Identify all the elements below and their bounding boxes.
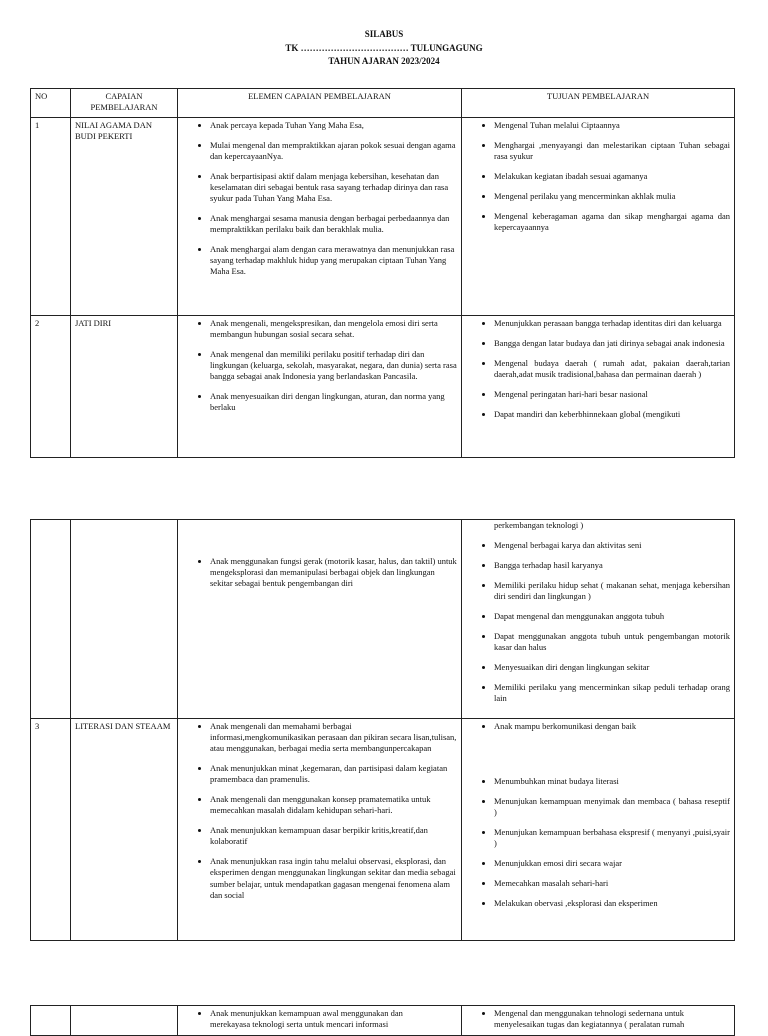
capaian-cell: LITERASI DAN STEAAM bbox=[71, 719, 178, 941]
table-row bbox=[31, 1006, 735, 1036]
row-number: 3 bbox=[31, 719, 71, 941]
list-item: • Dapat mengenal dan menggunakan anggota tubuh bbox=[494, 611, 730, 622]
list-item: • Mengenal peringatan hari-hari besar nasional bbox=[494, 389, 730, 400]
list-item: • Anak mampu berkomunikasi dengan baik bbox=[494, 721, 730, 732]
list-item: • Bangga terhadap hasil karyanya bbox=[494, 560, 730, 571]
list-item: • Melakukan kegiatan ibadah sesuai agamanya bbox=[494, 171, 730, 182]
list-item: • Mengenal berbagai karya dan aktivitas seni bbox=[494, 540, 730, 551]
col-header-elemen: ELEMEN CAPAIAN PEMBELAJARAN bbox=[178, 89, 462, 118]
list-item: • Memiliki perilaku yang mencerminkan sikap peduli terhadap orang lain bbox=[494, 682, 730, 704]
elemen-cell bbox=[178, 316, 462, 458]
tujuan-cell bbox=[462, 118, 735, 316]
list-item: • Anak mengenali dan menggunakan konsep pramatematika untuk memecahkan masalah didalam kehidupan sehari-hari. bbox=[210, 794, 457, 816]
col-header-tujuan: TUJUAN PEMBELAJARAN bbox=[462, 89, 735, 118]
list-item: • Bangga dengan latar budaya dan jati dirinya sebagai anak indonesia bbox=[494, 338, 730, 349]
table-row bbox=[31, 520, 735, 719]
row-number: 2 bbox=[31, 316, 71, 458]
list-item: • Anak mengenali dan memahami berbagai informasi,mengkomunikasikan perasaan dan pikiran secara lisan,tulisan, atau menggunakan, berbagai media serta membangunpercakapan bbox=[210, 721, 457, 754]
document-title: SILABUS bbox=[364, 29, 404, 39]
list-item: • Mulai mengenal dan mempraktikkan ajaran pokok sesuai dengan agama dan kepercayaanNya. bbox=[210, 140, 457, 162]
list-item: • Anak mengenali, mengekspresikan, dan mengelola emosi diri serta membangun hubungan sosial secara sehat. bbox=[210, 318, 457, 340]
row-number: 1 bbox=[31, 118, 71, 316]
list-item: • Anak percaya kepada Tuhan Yang Maha Esa, bbox=[210, 120, 457, 131]
list-item: • Mengenal keberagaman agama dan sikap menghargai agama dan kepercayaannya bbox=[494, 211, 730, 233]
table-row bbox=[31, 118, 735, 316]
list-item: • Anak menunjukkan kemampuan dasar berpikir kritis,kreatif,dan kolaboratif bbox=[210, 825, 457, 847]
capaian-cell: JATI DIRI bbox=[71, 316, 178, 458]
syllabus-table-page3 bbox=[30, 1005, 735, 1036]
academic-year: TAHUN AJARAN 2023/2024 bbox=[328, 56, 440, 66]
school-name: TK ……………………………… TULUNGAGUNG bbox=[285, 43, 483, 53]
list-item: • Dapat mandiri dan keberbhinnekaan global (mengikuti bbox=[494, 409, 730, 420]
elemen-cell bbox=[178, 520, 462, 719]
list-item: • Mengenal perilaku yang mencerminkan akhlak mulia bbox=[494, 191, 730, 202]
syllabus-table-page1 bbox=[30, 88, 735, 458]
list-item: • Anak menyesuaikan diri dengan lingkungan, aturan, dan norma yang berlaku bbox=[210, 391, 457, 413]
list-item: • Anak mengenal dan memiliki perilaku positif terhadap diri dan lingkungan (keluarga, sekolah, masyarakat, negara, dan dunia) serta rasa bangga sebagai anak Indonesia yang berlandaskan Pancasila. bbox=[210, 349, 457, 382]
list-item: • Anak menghargai alam dengan cara merawatnya dan menunjukkan rasa sayang terhadap makhluk hidup yang merupakan ciptaan Tuhan Yang Maha Esa. bbox=[210, 244, 457, 277]
list-item: • Mengenal Tuhan melalui Ciptaannya bbox=[494, 120, 730, 131]
list-item: • Menghargai ,menyayangi dan melestarikan ciptaan Tuhan sebagai rasa syukur bbox=[494, 140, 730, 162]
syllabus-table-page2 bbox=[30, 519, 735, 941]
list-item: • Anak menggunakan fungsi gerak (motorik kasar, halus, dan taktil) untuk mengeksplorasi dan memanipulasi berbagai objek dan lingkungan sekitar sebagai bentuk pengembangan diri bbox=[210, 556, 457, 589]
tujuan-cell bbox=[462, 316, 735, 458]
list-item: • Menunjukkan perasaan bangga terhadap identitas diri dan keluarga bbox=[494, 318, 730, 329]
list-item: • Anak menunjukkan kemampuan awal menggunakan dan merekayasa teknologi serta untuk mencari informasi bbox=[210, 1008, 457, 1030]
list-item: • Dapat menggunakan anggota tubuh untuk pengembangan motorik kasar dan halus bbox=[494, 631, 730, 653]
tujuan-cell bbox=[462, 1006, 735, 1036]
tujuan-cell bbox=[462, 520, 735, 719]
elemen-cell bbox=[178, 1006, 462, 1036]
capaian-cell: NILAI AGAMA DAN BUDI PEKERTI bbox=[71, 118, 178, 316]
list-item: • Anak berpartisipasi aktif dalam menjaga kebersihan, kesehatan dan keselamatan diri sebagai bentuk rasa sayang terhadap dirinya dan rasa syukur pada Tuhan Yang Maha Esa. bbox=[210, 171, 457, 204]
list-item: • Anak menunjukkan rasa ingin tahu melalui observasi, eksplorasi, dan eksperimen dengan menggunakan lingkungan sekitar dan media sebagai sumber belajar, untuk mendapatkan gagasan mengenai fenomena alam dan social bbox=[210, 856, 457, 900]
list-item: • Menunjukan kemampuan menyimak dan membaca ( bahasa reseptif ) bbox=[494, 796, 730, 818]
continued-text: perkembangan teknologi ) bbox=[494, 520, 584, 530]
col-header-capaian: CAPAIAN PEMBELAJARAN bbox=[71, 89, 178, 118]
table-row bbox=[31, 719, 735, 941]
list-item: • Menumbuhkan minat budaya literasi bbox=[494, 776, 730, 787]
list-item: • Memecahkan masalah sehari-hari bbox=[494, 878, 730, 889]
col-header-no: NO bbox=[31, 89, 71, 118]
list-item: • Menunjukkan emosi diri secara wajar bbox=[494, 858, 730, 869]
elemen-cell bbox=[178, 719, 462, 941]
tujuan-cell bbox=[462, 719, 735, 941]
elemen-cell bbox=[178, 118, 462, 316]
list-item: • Menunjukan kemampuan berbahasa ekspresif ( menyanyi ,puisi,syair ) bbox=[494, 827, 730, 849]
list-item: • Anak menunjukkan minat ,kegemaran, dan partisipasi dalam kegiatan pramembaca dan pramenulis. bbox=[210, 763, 457, 785]
list-item: • Menyesuaikan diri dengan lingkungan sekitar bbox=[494, 662, 730, 673]
list-item: • Mengenal dan menggunakan tehnologi sedernana untuk menyelesaikan tugas dan kegiatannya ( peralatan rumah bbox=[494, 1008, 730, 1030]
list-item: • Mengenal budaya daerah ( rumah adat, pakaian daerah,tarian daerah,adat musik tradisional,bahasa dan permainan daerah ) bbox=[494, 358, 730, 380]
table-row bbox=[31, 316, 735, 458]
list-item: • Melakukan obervasi ,eksplorasi dan eksperimen bbox=[494, 898, 730, 909]
list-item: • Anak menghargai sesama manusia dengan berbagai perbedaannya dan mempraktikkan perilaku baik dan berakhlak mulia. bbox=[210, 213, 457, 235]
list-item: • Memiliki perilaku hidup sehat ( makanan sehat, menjaga kebersihan diri sendiri dan lingkungan ) bbox=[494, 580, 730, 602]
